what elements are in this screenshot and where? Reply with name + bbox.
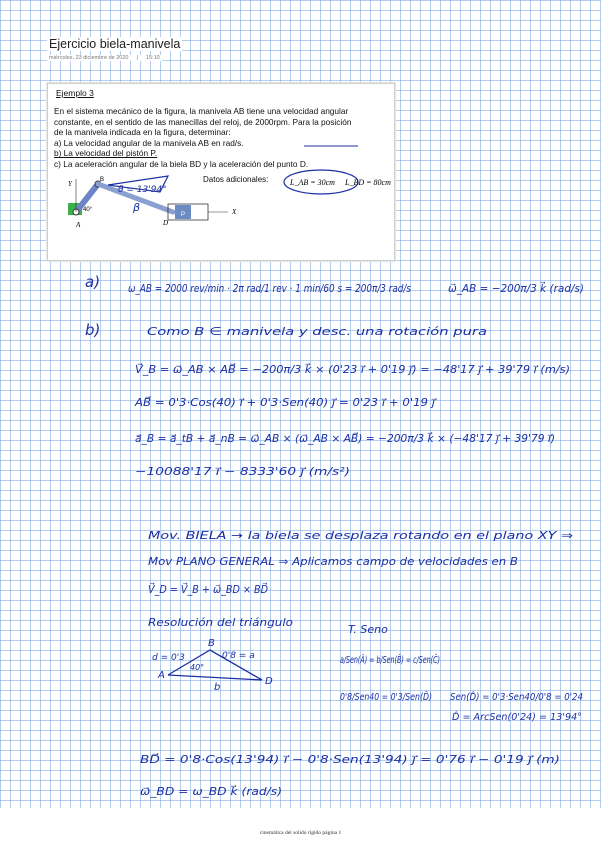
- length-ab: L_AB = 30cm: [290, 178, 335, 187]
- note-title: Ejercicio biela-manivela: [49, 37, 181, 51]
- side-a-label: 0'8 = a: [222, 651, 255, 661]
- handwritten-theta: θ = 13'94°: [118, 185, 167, 195]
- problem-line: constante, en el sentido de las manecillas del reloj, de 2000rpm. Para la posición: [54, 116, 352, 127]
- law-of-sines: a/Sen(Â) = b/Sen(B̂) = c/Sen(Ĉ): [340, 655, 499, 666]
- sine-ratio: 0'8/Sen40 = 0'3/Sen(D̂): [340, 692, 459, 703]
- part-a: [85, 273, 592, 295]
- side-b-label: b: [214, 682, 221, 693]
- note-date: miércoles, 23 diciembre de 2020: [49, 55, 129, 61]
- mov-biela-line: Mov. BIELA → la biela se desplaza rotando en el plano XY ⇒: [148, 530, 574, 542]
- part-a-label: a): [85, 273, 101, 291]
- omega-bd: ω⃗_BD = ω_BD k⃗ (rad/s): [140, 786, 282, 798]
- problem-line: b) La velocidad del pistón P.: [54, 148, 158, 159]
- angle-d-value: D̂ = ArcSen(0'24) = 13'94°: [452, 712, 582, 723]
- part-b: [85, 321, 583, 798]
- part-a-equation: ω_AB = 2000 rev/min · 2π rad/1 rev · 1 min/60 s = 200π/3 rad/s: [128, 282, 412, 295]
- part-b-label: b): [85, 321, 101, 339]
- problem-line: c) La aceleración angular de la biela BD y la aceleración del punto D.: [54, 158, 309, 169]
- label-b: B: [100, 177, 105, 183]
- page-footer: cinemática del solido rígido página 1: [259, 830, 342, 836]
- angle-40-label: 40°: [190, 663, 205, 672]
- law-of-sines-heading: T. Seno: [348, 623, 388, 636]
- vector-ab: AB⃗ = 0'3·Cos(40) i⃗ + 0'3·Sen(40) j⃗ = 0'23 i⃗ + 0'19 j⃗: [133, 397, 438, 409]
- vector-bd: BD⃗ = 0'8·Cos(13'94) i⃗ − 0'8·Sen(13'94) j⃗ = 0'76 i⃗ − 0'19 j⃗ (m): [140, 754, 560, 766]
- label-a: A: [76, 221, 81, 229]
- sin-d-value: Sen(D̂) = 0'3·Sen40/0'8 = 0'24: [450, 692, 583, 703]
- acceleration-b: a⃗_B = a⃗_tB + a⃗_nB = ω⃗_AB × (ω⃗_AB × AB⃗) = −200π/3 k⃗ × (−48'17 j⃗ + 39'79 i⃗): [135, 433, 555, 445]
- vertex-d: D: [265, 676, 273, 687]
- side-c-label: d = 0'3: [152, 653, 185, 663]
- page-bottom-margin: [0, 808, 601, 848]
- problem-line: de la manivela indicada en la figura, determinar:: [54, 127, 231, 138]
- velocity-d-equation: V⃗_D = V⃗_B + ω⃗_BD × BD⃗: [148, 583, 286, 596]
- triangle-heading: Resolución del triángulo: [148, 617, 293, 629]
- extra-data-label: Datos adicionales:: [203, 175, 269, 184]
- part-b-intro: Como B ∈ manivela y desc. una rotación pura: [147, 325, 488, 338]
- acceleration-b-result: −10088'17 i⃗ − 8333'60 j⃗ (m/s²): [135, 466, 350, 478]
- label-y: Y: [68, 180, 72, 188]
- problem-line: a) La velocidad angular de la manivela AB en rad/s.: [54, 137, 244, 148]
- example-heading: Ejemplo 3: [56, 88, 94, 98]
- label-p: P: [181, 212, 186, 218]
- vertex-a: A: [158, 670, 165, 681]
- label-x: X: [232, 208, 237, 216]
- label-angle-40: 40°: [83, 207, 93, 213]
- vertex-b: B: [208, 638, 215, 649]
- problem-line: En el sistema mecánico de la figura, la manivela AB tiene una velocidad angular: [54, 106, 349, 116]
- label-d: D: [163, 219, 169, 227]
- length-bd: L_BD = 80cm: [345, 178, 391, 187]
- note-metadata: miércoles, 23 diciembre de 2020 | 15:10: [49, 55, 160, 61]
- triangle-sketch: [152, 638, 273, 693]
- part-a-vector: ω⃗_AB = −200π/3 k⃗ (rad/s): [448, 282, 592, 295]
- velocity-b: V⃗_B = ω⃗_AB × AB⃗ = −200π/3 k⃗ × (0'23 i⃗ + 0'19 j⃗) = −48'17 j⃗ + 39'79 i⃗ (m/s): [135, 364, 570, 376]
- note-time: 15:10: [145, 55, 160, 61]
- handwritten-beta: β: [133, 201, 141, 214]
- plano-general-line: Mov PLANO GENERAL ⇒ Aplicamos campo de velocidades en B: [148, 556, 518, 568]
